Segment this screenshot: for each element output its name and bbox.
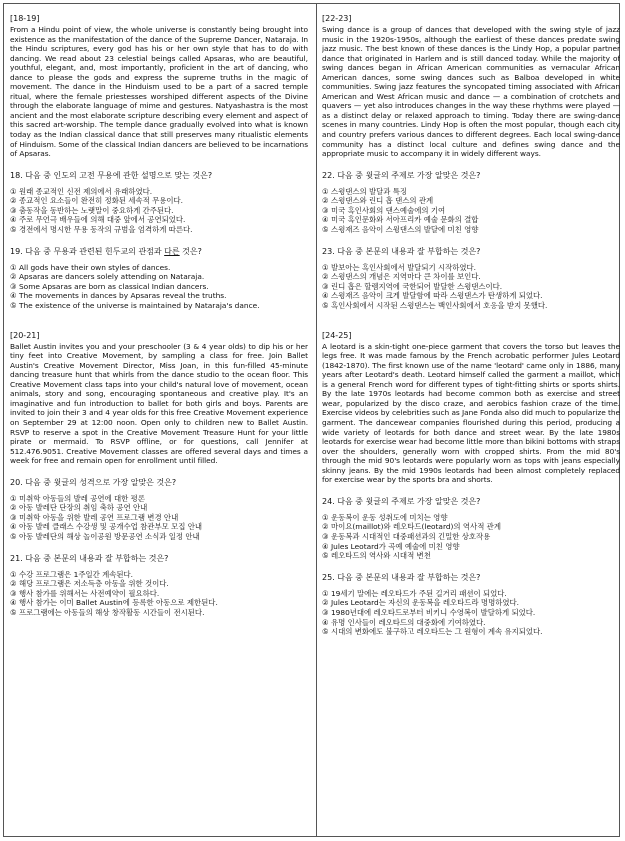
passage-tag-24-25: [24-25]: [322, 330, 352, 340]
q20-option-2[interactable]: ② 아동 발레단 단장의 취임 축하 공연 안내: [10, 503, 148, 513]
q22-option-1[interactable]: ① 스윙댄스의 발달과 특징: [322, 186, 408, 196]
question-25-options: [322, 589, 620, 637]
q23-option-3[interactable]: ③ 린디 홉은 할렘지역에 국한되어 발달한 스윙댄스이다.: [322, 281, 503, 291]
q24-option-3[interactable]: ③ 운동복과 시대적인 대중패션과의 긴밀한 상호작용: [322, 531, 491, 541]
q24-option-4[interactable]: ④ Jules Leotard가 곡예 예술에 미친 영향: [322, 541, 460, 551]
exam-page: [3, 3, 620, 837]
q24-option-5[interactable]: ⑤ 레오타드의 역사와 시대적 변천: [322, 551, 431, 561]
q21-option-1[interactable]: ① 수강 프로그램은 1주일간 계속된다.: [10, 569, 134, 579]
q19-stem-post: 것은?: [179, 246, 202, 256]
left-column: [10, 6, 308, 618]
right-column: [322, 6, 620, 637]
q25-option-1[interactable]: ① 19세기 말에는 레오타드가 주된 길거리 패션이 되었다.: [322, 588, 507, 598]
question-18-options: [10, 187, 308, 235]
q19-option-2[interactable]: ② Apsaras are dancers solely attending on Nataraja.: [10, 272, 205, 282]
question-21: 21. 다음 중 본문의 내용과 잘 부합하는 것은?: [10, 553, 169, 563]
question-23-options: [322, 263, 620, 311]
q25-option-2[interactable]: ② Jules Leotard는 자신의 운동복을 레오타드라 명명하였다.: [322, 598, 519, 608]
question-20-options: [10, 494, 308, 542]
passage-tag-18-19: [18-19]: [10, 14, 40, 23]
question-19: [10, 247, 308, 257]
q25-option-3[interactable]: ③ 1980년대에 레오타드로부터 비키니 수영복이 발달하게 되었다.: [322, 607, 536, 617]
passage-ballet-austin: Ballet Austin invites you and your preschooler (3 & 4 year olds) to dip his or her tiny feet into Creative Movement, by sampling a class for free. Join Ballet Austin's Creative Movement Director, Miss Joan, in this fun-filled 45-minute dancing treasure hunt that whirls from the dance studio to the ocean floor. This Creative Movement class taps into your child's natural love of movement, ocean animals, story and song, encouraging spontaneous and creative play. It's an imaginative and fun introduction to ballet for both girls and boys. Parents are invited to join their 3 and 4 year olds for this free Creative Movement experience on September 29 at 12:00 noon. Open only to children new to Ballet Austin. RSVP to reserve a spot in the Creative Movement Treasure Hunt for your little pirate or mermaid. To RSVP offline, or for questions, call Jennifer at 512.476.9051. Creative Movement classes are offered several days and times a week for free and remain open for enrollment until filled.: [10, 341, 308, 466]
q25-option-5[interactable]: ⑤ 시대의 변화에도 불구하고 레오타드는 그 원형이 계속 유지되었다.: [322, 627, 543, 637]
q23-option-2[interactable]: ② 스윙댄스의 개념은 지역마다 큰 차이를 보인다.: [322, 272, 481, 282]
q21-option-3[interactable]: ③ 행사 참가를 위해서는 사전예약이 필요하다.: [10, 588, 160, 598]
q21-option-2[interactable]: ② 해당 프로그램은 저소득층 아동을 위한 것이다.: [10, 579, 169, 589]
q22-option-4[interactable]: ④ 미국 흑인문화와 서아프리카 예술 문화의 결합: [322, 215, 479, 225]
q21-option-4[interactable]: ④ 행사 참가는 이미 Ballet Austin에 등록한 아동으로 제한된다.: [10, 598, 218, 608]
passage-leotard: A leotard is a skin-tight one-piece garment that covers the torso but leaves the legs free. It was made famous by the French acrobatic performer Jules Leotard (1842-1870). The first known use of the name 'leotard' came only in 1886, many years after Leotard's death. Leotard himself called the garment a maillot, which is a general French word for different types of tight-fitting shirts or sports shirts. By the late 1970s leotards had become common both as exercise and street wear, popularized by the disco craze, and aerobics fashion craze of the time. Exercise videos by celebrities such as Jane Fonda also did much to popularize the garment. The dancewear companies flourished during this period, producing a wide variety of leotards for both dance and street wear. By the late 1980s leotards for exercise wear had become little more than bikini bottoms with straps over the shoulders, generally worn with cropped shirts. From the mid 80's through the mid 90's leotards were popularly worn as tops with jeans especially skinny jeans. By the mid 1990s leotards had been almost completely replaced for exercise wear by the sports bra and shorts.: [322, 341, 620, 485]
q18-option-3[interactable]: ③ 춤동작을 동반하는 노랫말이 중요하게 간주된다.: [10, 205, 174, 215]
question-19-options: [10, 263, 308, 311]
q20-option-3[interactable]: ③ 미취학 아동을 위한 발레 공연 프로그램 변경 안내: [10, 512, 179, 522]
q24-option-2[interactable]: ② 마이요(maillot)와 레오타드(leotard)의 역사적 관계: [322, 522, 501, 532]
column-divider: [316, 4, 317, 836]
passage-tag-22-23: [22-23]: [322, 14, 352, 23]
question-20: 20. 다음 중 윗글의 성격으로 가장 알맞은 것은?: [10, 477, 177, 487]
passage-swing-dance: Swing dance is a group of dances that developed with the swing style of jazz music in the 1920s-1950s, although the earliest of these dances predate swing jazz music. The best known of these dances is the Lindy Hop, a popular partner dance that originated in Harlem and is still danced today. While the majority of swing dances began in African American communities as vernacular African American dances, some swing dances such as Balboa developed in white communities. Swing jazz features the syncopated timing associated with African American and West African music and dance — a combination of crotchets and quavers — yet also introduces changes in the way these rhythms were played — as a distinct delay or relaxed approach to timing. Today there are swing-dance scenes in many countries. Lindy Hop is often the most popular, though each city and country prefers various dances to different degrees. Each local swing-dance community has a distinct local culture and defines swing dance and the appropriate music to accompany it in widely different ways.: [322, 25, 620, 159]
q23-option-4[interactable]: ④ 스윙재즈 음악이 크게 발달함에 따라 스윙댄스가 탄생하게 되었다.: [322, 291, 543, 301]
q19-stem-underlined: 다른: [164, 246, 180, 256]
q18-option-1[interactable]: ① 원래 종교적인 신전 제의에서 유래하였다.: [10, 186, 153, 196]
question-18: 18. 다음 중 인도의 고전 무용에 관한 설명으로 맞는 것은?: [10, 170, 213, 180]
question-24: 24. 다음 중 윗글의 주제로 가장 알맞은 것은?: [322, 496, 481, 506]
q23-option-5[interactable]: ⑤ 흑인사회에서 시작된 스윙댄스는 백인사회에서 호응을 받지 못했다.: [322, 301, 548, 310]
q20-option-1[interactable]: ① 미취학 아동들의 발레 공연에 대한 평론: [10, 493, 145, 503]
passage-tag-20-21: [20-21]: [10, 330, 40, 340]
q22-option-2[interactable]: ② 스윙댄스와 린디 홉 댄스의 관계: [322, 196, 434, 206]
passage-hindu-dance: From a Hindu point of view, the whole universe is constantly being brought into existence as the manifestation of the dance of the Supreme Dancer, Nataraja. In the Hindu scriptures, every god has his or her own style that has to do with dancing. We read about 23 celestial beings called Apsaras, who are beautiful, youthful, elegant, and, most importantly, proficient in the art of dancing, who dance to please the gods and express the supreme truths in the magic of movement. The dance in the Hinduism used to be a part of a sacred temple ritual, where the female priestesses worshiped different aspects of the Divine through the elaborate language of mime and gestures. Natyashastra is the most ancient and the most elaborate scripture describing every element and aspect of this sacred art-worship. The temple dance gradually evolved into what is known today as the Indian classical dance that still preserves many ritualistic elements of Hinduism. Some of the classical Indian dancers are believed to be incarnations of Apsaras.: [10, 25, 308, 159]
q22-option-5[interactable]: ⑤ 스윙재즈 음악이 스윙댄스의 발달에 미친 영향: [322, 225, 479, 235]
question-21-options: [10, 570, 308, 618]
question-25: 25. 다음 중 본문의 내용과 잘 부합하는 것은?: [322, 572, 481, 582]
q18-option-4[interactable]: ④ 주로 무언극 배우들에 의해 대중 앞에서 공연되었다.: [10, 215, 186, 225]
question-22: 22. 다음 중 윗글의 주제로 가장 알맞은 것은?: [322, 170, 481, 180]
q23-option-1[interactable]: ① 발보아는 흑인사회에서 발달되기 시작하였다.: [322, 262, 477, 272]
q18-option-5[interactable]: ⑤ 경전에서 명시한 무용 동작의 규범을 엄격하게 따른다.: [10, 225, 193, 235]
question-24-options: [322, 513, 620, 561]
q24-option-1[interactable]: ① 운동복이 운동 성취도에 미치는 영향: [322, 512, 448, 522]
q22-option-3[interactable]: ③ 미국 흑인사회의 댄스예술에의 기여: [322, 205, 446, 215]
question-22-options: [322, 187, 620, 235]
q19-option-5[interactable]: ⑤ The existence of the universe is maintained by Nataraja's dance.: [10, 301, 260, 310]
q21-option-5[interactable]: ⑤ 프로그램에는 아동들의 해상 창작활동 시간들이 전시된다.: [10, 608, 205, 618]
q25-option-4[interactable]: ④ 유명 인사들이 레오타드의 대중화에 기여하였다.: [322, 617, 486, 627]
q20-option-4[interactable]: ④ 아동 발레 클래스 수강생 및 공개수업 참관부모 모집 안내: [10, 522, 202, 532]
q19-option-4[interactable]: ④ The movements in dances by Apsaras reveal the truths.: [10, 291, 227, 301]
q19-stem-pre: 19. 다음 중 무용과 관련된 힌두교의 관점과: [10, 246, 165, 256]
q20-option-5[interactable]: ⑤ 아동 발레단의 해상 놀이공원 방문공연 소식과 일정 안내: [10, 532, 200, 542]
q19-option-3[interactable]: ③ Some Apsaras are born as classical Indian dancers.: [10, 281, 209, 291]
q19-option-1[interactable]: ① All gods have their own styles of dances.: [10, 262, 171, 272]
q18-option-2[interactable]: ② 종교적인 요소들이 완전히 정화된 세속적 무용이다.: [10, 196, 183, 206]
question-23: 23. 다음 중 본문의 내용과 잘 부합하는 것은?: [322, 246, 481, 256]
